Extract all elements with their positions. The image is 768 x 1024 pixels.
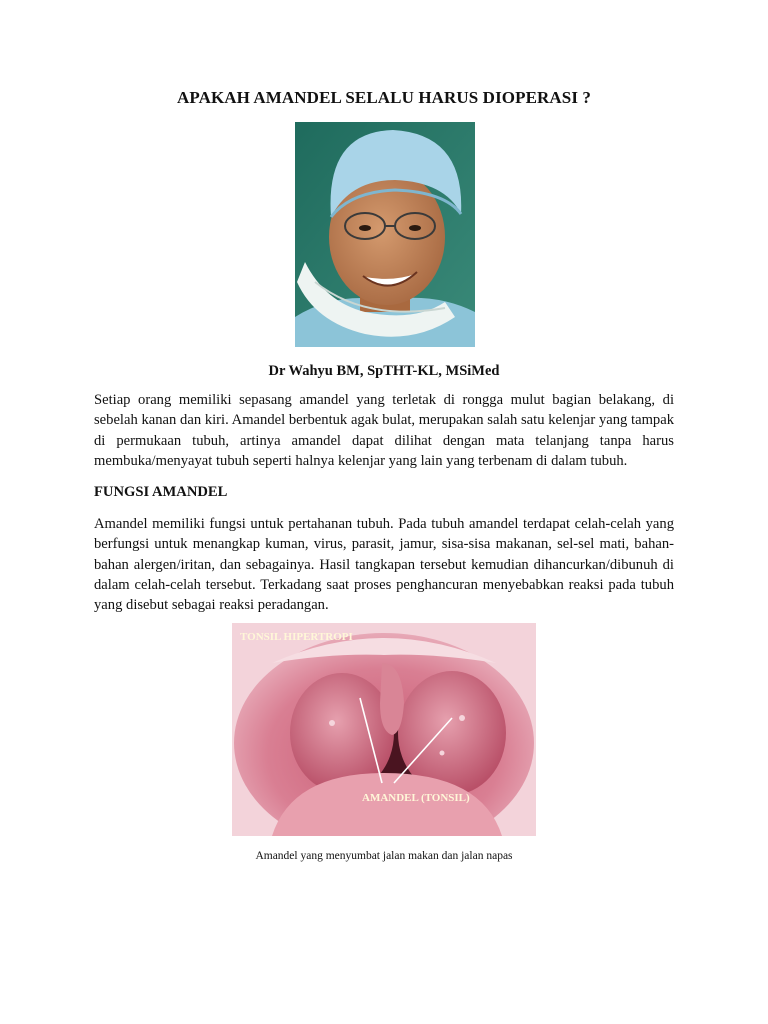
document-title: APAKAH AMANDEL SELALU HARUS DIOPERASI ? (177, 88, 591, 107)
tonsil-photo (232, 623, 536, 836)
amandel-label: AMANDEL (TONSIL) (362, 792, 470, 804)
intro-paragraph: Setiap orang memiliki sepasang amandel yang terletak di rongga mulut bagian belakang, di sebelah kanan dan kiri. Amandel berbentuk agak bulat, merupakan salah satu kelenjar yang tampak di permukaan tubuh, artinya amandel dapat dilihat dengan mata telanjang tanpa harus membuka/menyayat tubuh seperti halnya kelenjar yang lain yang terbenam di dalam tubuh. (94, 392, 674, 469)
tonsil-hipertropi-label: TONSIL HIPERTROPI (240, 631, 353, 643)
figure-caption: Amandel yang menyumbat jalan makan dan jalan napas (255, 850, 513, 862)
function-paragraph: Amandel memiliki fungsi untuk pertahanan tubuh. Pada tubuh amandel terdapat celah-celah yang berfungsi untuk menangkap kuman, virus, parasit, jamur, sisa-sisa makanan, sel-sel mati, bahan-bahan alergen/iritan, dan sebagainya. Hasil tangkapan tersebut kemudian dihancurkan/dibunuh di dalam celah-celah tersebut. Terkadang saat proses penghancuran menyebabkan reaksi pada tubuh yang disebut sebagai reaksi peradangan. (94, 516, 674, 614)
section-heading: FUNGSI AMANDEL (94, 484, 228, 500)
author-name: Dr Wahyu BM, SpTHT-KL, MSiMed (268, 363, 500, 379)
author-portrait-photo (295, 122, 475, 347)
